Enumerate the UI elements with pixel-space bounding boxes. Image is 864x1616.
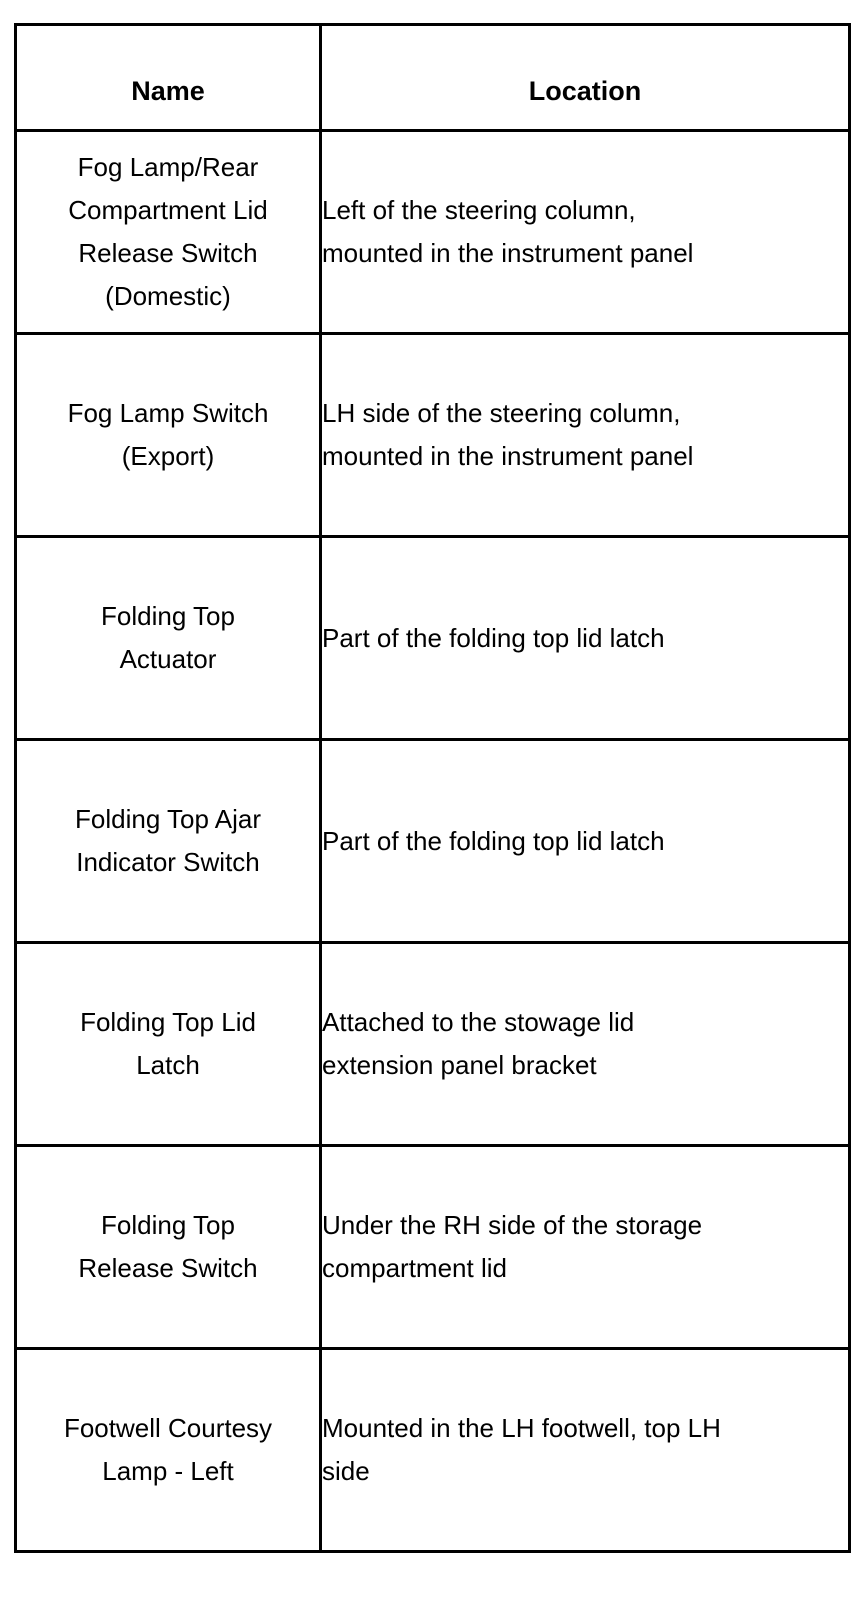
component-name-cell [16, 131, 321, 334]
table-row [16, 131, 850, 334]
component-name: Fog Lamp Switch (Export) [67, 398, 269, 471]
component-name-cell [16, 537, 321, 740]
table-header-row [16, 25, 850, 131]
component-location-cell [321, 740, 850, 943]
table-row [16, 334, 850, 537]
component-location: Part of the folding top lid latch [322, 622, 665, 653]
component-name-cell [16, 1349, 321, 1552]
component-name-cell [16, 943, 321, 1146]
component-location-table [14, 23, 851, 1553]
table-row [16, 1146, 850, 1349]
component-name: Folding Top Release Switch [78, 1210, 258, 1283]
component-location-cell [321, 1146, 850, 1349]
component-location: Under the RH side of the storage compartment lid [322, 1210, 703, 1283]
table-row [16, 943, 850, 1146]
component-location: Part of the folding top lid latch [322, 825, 665, 856]
component-location-cell [321, 334, 850, 537]
component-name: Fog Lamp/Rear Compartment Lid Release Switch (Domestic) [68, 152, 268, 311]
component-name-cell [16, 740, 321, 943]
component-location-cell [321, 131, 850, 334]
location-column-header: Location [321, 25, 850, 131]
component-location-cell [321, 537, 850, 740]
component-location-cell [321, 1349, 850, 1552]
component-name-cell [16, 334, 321, 537]
table-row [16, 740, 850, 943]
component-name: Footwell Courtesy Lamp - Left [63, 1413, 273, 1486]
table-row [16, 1349, 850, 1552]
component-location-cell [321, 943, 850, 1146]
name-column-header: Name [16, 25, 321, 131]
table-row [16, 537, 850, 740]
component-location: Left of the steering column, mounted in the instrument panel [322, 195, 694, 268]
component-name-cell [16, 1146, 321, 1349]
component-name: Folding Top Actuator [101, 601, 235, 674]
component-location: LH side of the steering column, mounted in the instrument panel [322, 398, 694, 471]
component-location: Attached to the stowage lid extension panel bracket [322, 1007, 635, 1080]
component-name: Folding Top Ajar Indicator Switch [75, 804, 261, 877]
component-name: Folding Top Lid Latch [80, 1007, 256, 1080]
component-location: Mounted in the LH footwell, top LH side [322, 1413, 721, 1486]
